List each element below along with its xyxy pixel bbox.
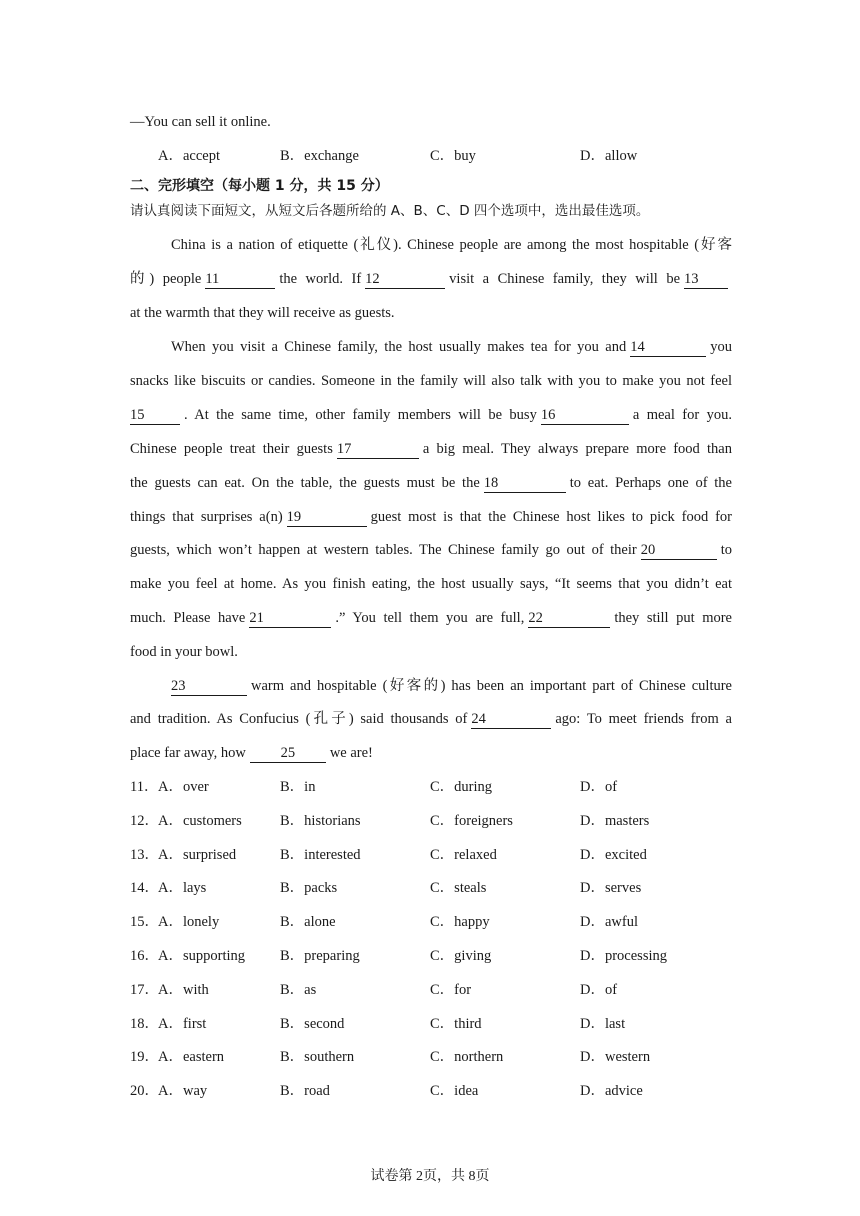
option-b: B．second xyxy=(280,1016,345,1032)
passage-line: China is a nation of etiquette (礼仪). Chinese people are among the most hospitable (好客 xyxy=(171,237,732,253)
passage-line: snacks like biscuits or candies. Someone in the family will also talk with you to make you not feel xyxy=(130,373,732,389)
passage-line: much. Please have 21 .” You tell them you are full, 22 they still put more xyxy=(130,610,732,626)
passage-line: 的) people 11 the world. If 12 visit a Chinese family, they will be 13 xyxy=(130,269,732,289)
blank-25: 25 xyxy=(250,745,326,763)
section-instruction: 请认真阅读下面短文，从短文后各题所给的 A、B、C、D 四个选项中，选出最佳选项。 xyxy=(130,203,650,219)
passage-line: When you visit a Chinese family, the host usually makes tea for you and 14 you xyxy=(171,339,732,355)
blank-19: 19 xyxy=(287,509,367,527)
option-d: D．serves xyxy=(580,880,642,896)
section-heading: 二、完形填空（每小题 1 分，共 15 分） xyxy=(130,178,389,194)
question-number: 14． xyxy=(130,880,159,896)
blank-23: 23 xyxy=(171,678,247,696)
blank-24: 24 xyxy=(471,711,551,729)
blank-18: 18 xyxy=(484,475,566,493)
passage-line: 23 warm and hospitable (好客的) has been an important part of Chinese culture xyxy=(171,678,732,694)
question-number: 11． xyxy=(130,779,159,795)
option-c: C．foreigners xyxy=(430,813,513,829)
blank-15: 15 xyxy=(130,407,180,425)
question-number: 16． xyxy=(130,948,159,964)
option-a: A．customers xyxy=(158,813,242,829)
passage-line: at the warmth that they will receive as guests. xyxy=(130,305,395,321)
passage-line: and tradition. As Confucius (孔子) said thousands of 24 ago: To meet friends from a xyxy=(130,711,732,727)
question-number: 20． xyxy=(130,1083,159,1099)
question-number: 17． xyxy=(130,982,159,998)
option-d: D．processing xyxy=(580,948,667,964)
question-number: 12． xyxy=(130,813,159,829)
blank-12: 12 xyxy=(365,271,445,289)
blank-21: 21 xyxy=(249,610,331,628)
option-d: D．western xyxy=(580,1049,651,1065)
option-d: D．advice xyxy=(580,1083,643,1099)
blank-11: 11 xyxy=(205,271,275,289)
question-number: 18． xyxy=(130,1016,159,1032)
option-a: A．lonely xyxy=(158,914,220,930)
option-b: B．packs xyxy=(280,880,338,896)
option-d: D．of xyxy=(580,982,618,998)
option-a: A．eastern xyxy=(158,1049,225,1065)
question-number: 13． xyxy=(130,847,159,863)
option-b: B．road xyxy=(280,1083,330,1099)
option-b: B．southern xyxy=(280,1049,355,1065)
option-a: A．over xyxy=(158,779,209,795)
passage-line: Chinese people treat their guests 17 a big meal. They always prepare more food than xyxy=(130,441,732,457)
option-c: C．idea xyxy=(430,1083,479,1099)
prev-option-d: D．allow xyxy=(580,148,638,164)
option-c: C．third xyxy=(430,1016,482,1032)
passage-line: place far away, how 25 we are! xyxy=(130,745,373,761)
option-a: A．lays xyxy=(158,880,207,896)
option-c: C．happy xyxy=(430,914,490,930)
passage-line: food in your bowl. xyxy=(130,644,238,660)
option-a: A．way xyxy=(158,1083,208,1099)
option-c: C．steals xyxy=(430,880,487,896)
blank-14: 14 xyxy=(630,339,706,357)
option-d: D．excited xyxy=(580,847,647,863)
option-c: C．for xyxy=(430,982,472,998)
option-d: D．of xyxy=(580,779,618,795)
blank-20: 20 xyxy=(641,542,717,560)
prev-option-c: C．buy xyxy=(430,148,476,164)
prev-option-a: A．accept xyxy=(158,148,221,164)
passage-line: things that surprises a(n) 19 guest most is that the Chinese host likes to pick food for xyxy=(130,509,732,525)
passage-line: make you feel at home. As you finish eating, the host usually says, “It seems that you didn’t eat xyxy=(130,576,732,592)
option-c: C．relaxed xyxy=(430,847,497,863)
option-b: B．preparing xyxy=(280,948,360,964)
page-footer: 试卷第 2页，共 8页 xyxy=(370,1169,490,1184)
option-c: C．during xyxy=(430,779,493,795)
option-b: B．alone xyxy=(280,914,336,930)
option-a: A．first xyxy=(158,1016,207,1032)
prev-option-b: B．exchange xyxy=(280,148,359,164)
option-b: B．interested xyxy=(280,847,361,863)
option-b: B．in xyxy=(280,779,316,795)
blank-16: 16 xyxy=(541,407,629,425)
blank-17: 17 xyxy=(337,441,419,459)
option-a: A．with xyxy=(158,982,209,998)
option-d: D．last xyxy=(580,1016,626,1032)
option-d: D．awful xyxy=(580,914,638,930)
blank-13: 13 xyxy=(684,271,728,289)
option-a: A．surprised xyxy=(158,847,237,863)
question-number: 15． xyxy=(130,914,159,930)
passage-line: 15 . At the same time, other family members will be busy 16 a meal for you. xyxy=(130,407,732,423)
option-c: C．giving xyxy=(430,948,492,964)
option-c: C．northern xyxy=(430,1049,504,1065)
prev-question-tail: —You can sell it online. xyxy=(130,114,271,130)
blank-22: 22 xyxy=(528,610,610,628)
option-a: A．supporting xyxy=(158,948,245,964)
option-b: B．as xyxy=(280,982,317,998)
option-b: B．historians xyxy=(280,813,361,829)
passage-line: the guests can eat. On the table, the guests must be the 18 to eat. Perhaps one of the xyxy=(130,475,732,491)
question-number: 19． xyxy=(130,1049,159,1065)
option-d: D．masters xyxy=(580,813,650,829)
passage-line: guests, which won’t happen at western tables. The Chinese family go out of their 20 to xyxy=(130,542,732,558)
